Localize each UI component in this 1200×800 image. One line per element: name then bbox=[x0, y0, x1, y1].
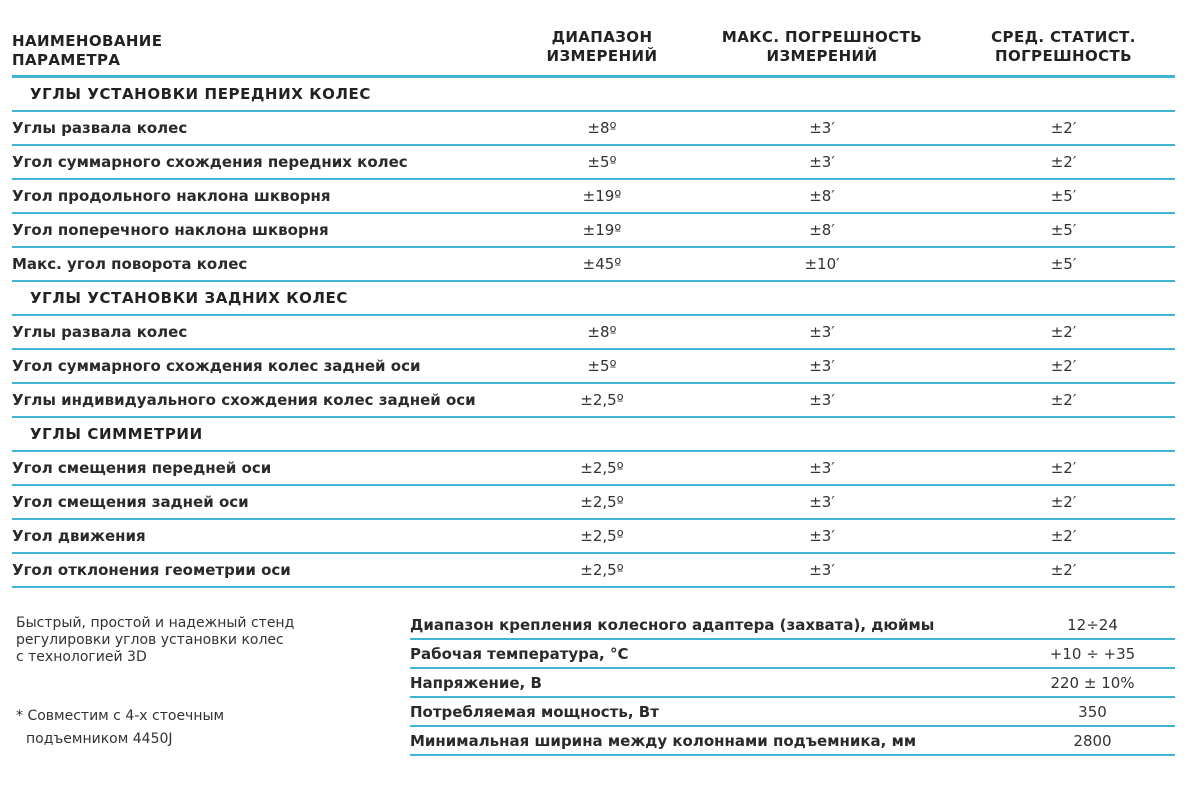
parameter-name: Угол движения bbox=[12, 527, 146, 545]
parameter-name: Угол поперечного наклона шкворня bbox=[12, 221, 329, 239]
parameters-table bbox=[12, 27, 1175, 588]
header-parameter-name: НАИМЕНОВАНИЕ ПАРАМЕТРА bbox=[12, 32, 163, 69]
specs-table bbox=[410, 611, 1175, 756]
spec-label: Минимальная ширина между колоннами подъемника, мм bbox=[410, 731, 917, 750]
section-title: УГЛЫ УСТАНОВКИ ЗАДНИХ КОЛЕС bbox=[30, 289, 348, 307]
spec-value: 12÷24 bbox=[1067, 615, 1118, 634]
section-header bbox=[12, 418, 1175, 452]
avg-error: ±2′ bbox=[1050, 493, 1077, 511]
table-row bbox=[12, 350, 1175, 384]
max-error: ±3′ bbox=[809, 527, 835, 545]
spec-row bbox=[410, 698, 1175, 727]
measurement-range: ±5º bbox=[587, 357, 617, 375]
table-row bbox=[12, 180, 1175, 214]
parameter-name: Углы развала колес bbox=[12, 323, 188, 341]
table-row bbox=[12, 384, 1175, 418]
spec-value: +10 ÷ +35 bbox=[1049, 644, 1136, 663]
avg-error: ±2′ bbox=[1050, 459, 1077, 477]
measurement-range: ±45º bbox=[582, 255, 622, 273]
avg-error: ±5′ bbox=[1050, 187, 1077, 205]
max-error: ±3′ bbox=[809, 493, 835, 511]
max-error: ±8′ bbox=[809, 221, 835, 239]
table-row bbox=[12, 248, 1175, 282]
table-header bbox=[12, 27, 1175, 78]
max-error: ±3′ bbox=[809, 119, 835, 137]
section-header bbox=[12, 78, 1175, 112]
measurement-range: ±2,5º bbox=[580, 561, 624, 579]
measurement-range: ±19º bbox=[582, 221, 622, 239]
avg-error: ±2′ bbox=[1050, 391, 1077, 409]
parameter-name: Угол отклонения геометрии оси bbox=[12, 561, 291, 579]
parameter-name: Макс. угол поворота колес bbox=[12, 255, 248, 273]
table-row bbox=[12, 486, 1175, 520]
parameter-name: Углы развала колес bbox=[12, 119, 188, 137]
avg-error: ±2′ bbox=[1050, 153, 1077, 171]
measurement-range: ±8º bbox=[587, 323, 617, 341]
table-row bbox=[12, 554, 1175, 588]
table-row bbox=[12, 112, 1175, 146]
measurement-range: ±2,5º bbox=[580, 527, 624, 545]
spec-row bbox=[410, 727, 1175, 756]
max-error: ±3′ bbox=[809, 391, 835, 409]
measurement-range: ±2,5º bbox=[580, 459, 624, 477]
parameter-name: Угол суммарного схождения колес задней оси bbox=[12, 357, 421, 375]
section-title: УГЛЫ СИММЕТРИИ bbox=[30, 425, 203, 443]
spec-row bbox=[410, 640, 1175, 669]
table-row bbox=[12, 520, 1175, 554]
max-error: ±3′ bbox=[809, 323, 835, 341]
avg-error: ±2′ bbox=[1050, 323, 1077, 341]
max-error: ±3′ bbox=[809, 153, 835, 171]
avg-error: ±5′ bbox=[1050, 255, 1077, 273]
avg-error: ±2′ bbox=[1050, 561, 1077, 579]
avg-error: ±2′ bbox=[1050, 357, 1077, 375]
parameter-name: Угол суммарного схождения передних колес bbox=[12, 153, 408, 171]
header-avg-error: СРЕД. СТАТИСТ. ПОГРЕШНОСТЬ bbox=[991, 28, 1136, 65]
spec-value: 350 bbox=[1078, 702, 1107, 721]
avg-error: ±2′ bbox=[1050, 119, 1077, 137]
parameter-name: Углы индивидуального схождения колес задней оси bbox=[12, 391, 476, 409]
header-measurement-range: ДИАПАЗОН ИЗМЕРЕНИЙ bbox=[546, 28, 658, 65]
max-error: ±10′ bbox=[804, 255, 840, 273]
avg-error: ±2′ bbox=[1050, 527, 1077, 545]
avg-error: ±5′ bbox=[1050, 221, 1077, 239]
spec-row bbox=[410, 611, 1175, 640]
measurement-range: ±5º bbox=[587, 153, 617, 171]
parameter-name: Угол смещения задней оси bbox=[12, 493, 249, 511]
header-max-error: МАКС. ПОГРЕШНОСТЬ ИЗМЕРЕНИЙ bbox=[721, 28, 923, 65]
spec-value: 2800 bbox=[1073, 731, 1112, 750]
max-error: ±3′ bbox=[809, 459, 835, 477]
table-body bbox=[12, 78, 1175, 588]
max-error: ±3′ bbox=[809, 561, 835, 579]
measurement-range: ±19º bbox=[582, 187, 622, 205]
max-error: ±8′ bbox=[809, 187, 835, 205]
table-row bbox=[12, 146, 1175, 180]
table-row bbox=[12, 316, 1175, 350]
parameter-name: Угол смещения передней оси bbox=[12, 459, 272, 477]
product-description: Быстрый, простой и надежный стенд регулировки углов установки колес с технологией 3D bbox=[16, 615, 295, 665]
parameter-name: Угол продольного наклона шкворня bbox=[12, 187, 331, 205]
section-header bbox=[12, 282, 1175, 316]
spec-label: Диапазон крепления колесного адаптера (захвата), дюймы bbox=[410, 615, 935, 634]
spec-value: 220 ± 10% bbox=[1050, 673, 1135, 692]
compatibility-note: * Совместим с 4-х стоечным подъемником 4450J bbox=[16, 708, 225, 747]
spec-label: Напряжение, В bbox=[410, 673, 542, 692]
table-row bbox=[12, 214, 1175, 248]
spec-row bbox=[410, 669, 1175, 698]
spec-label: Рабочая температура, °С bbox=[410, 644, 629, 663]
measurement-range: ±8º bbox=[587, 119, 617, 137]
max-error: ±3′ bbox=[809, 357, 835, 375]
spec-label: Потребляемая мощность, Вт bbox=[410, 702, 659, 721]
measurement-range: ±2,5º bbox=[580, 391, 624, 409]
section-title: УГЛЫ УСТАНОВКИ ПЕРЕДНИХ КОЛЕС bbox=[30, 85, 371, 103]
table-row bbox=[12, 452, 1175, 486]
measurement-range: ±2,5º bbox=[580, 493, 624, 511]
